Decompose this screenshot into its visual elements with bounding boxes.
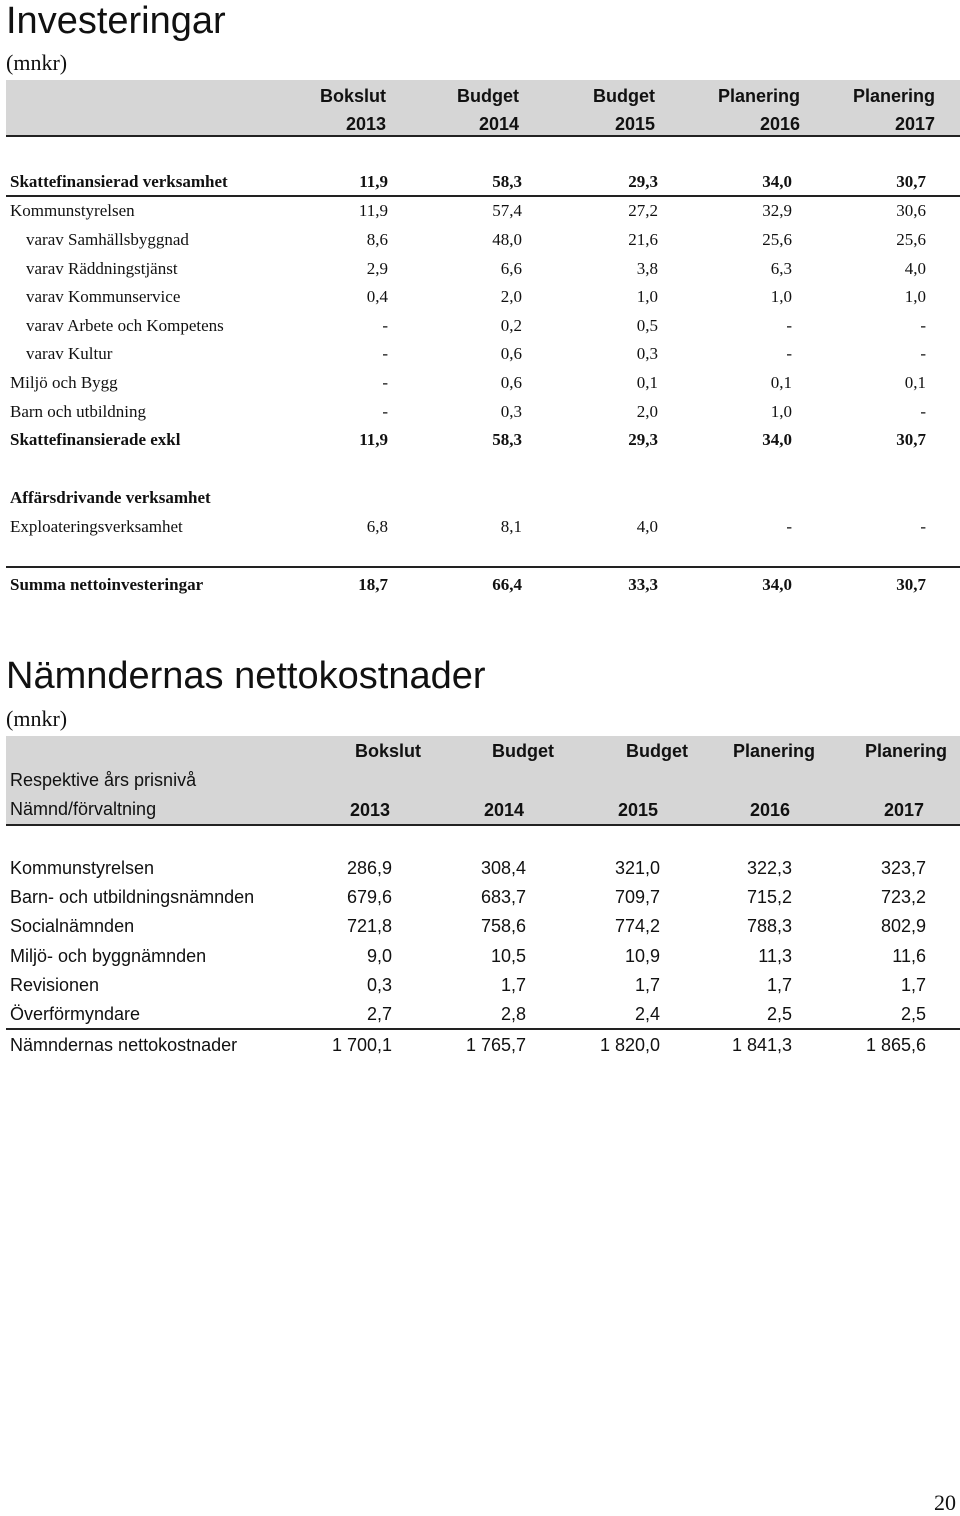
cell-2017: 30,7 [896,172,926,191]
investments-unit: (mnkr) [6,50,68,75]
table-row [6,854,960,883]
investments-header-label-3: Budget [593,86,655,106]
row-label: Miljö och Bygg [10,373,118,392]
cell-2015: 0,3 [636,344,658,363]
cell-2014: 66,4 [492,575,522,594]
row-label: Exploateringsverksamhet [10,517,183,536]
cell-2017: 0,1 [904,373,926,392]
investments-header-label-1: Bokslut [319,86,386,106]
net-costs-header-year-5: 2017 [883,800,924,820]
table-row [6,368,960,397]
cell-2016: 2,5 [766,1004,792,1024]
table-row [6,339,960,368]
row-label: Skattefinansierade exkl [10,430,181,449]
cell-2015: 21,6 [628,230,658,249]
cell-2017: - [920,316,926,335]
cell-2015: 1 820,0 [599,1035,660,1055]
cell-2014: 0,6 [500,373,522,392]
cell-2015: 774,2 [614,916,660,936]
cell-2016: 1,0 [770,287,792,306]
cell-2014: 0,6 [500,344,522,363]
cell-2013: 11,9 [359,430,388,449]
row-label: Kommunstyrelsen [10,858,155,878]
table-row [6,1031,960,1060]
cell-2017: 25,6 [896,230,926,249]
table-row [6,167,960,197]
cell-2017: - [920,344,926,363]
cell-2015: 29,3 [628,430,658,449]
investments-header-label-2: Budget [457,86,519,106]
cell-2013: 0,4 [366,287,388,306]
row-label: varav Arbete och Kompetens [26,316,224,335]
cell-2017: 30,6 [896,201,926,220]
row-label: varav Kommunservice [26,287,181,306]
cell-2014: 758,6 [480,916,526,936]
row-label: Barn och utbildning [10,402,146,421]
net-costs-header-label-3: Budget [626,741,688,761]
investments-header-label-5: Planering [852,86,935,106]
net-costs-header-year-4: 2016 [749,800,790,820]
cell-2015: 2,0 [636,402,658,421]
cell-2014: 683,7 [480,887,526,907]
cell-2016: 1,7 [766,975,792,995]
cell-2014: 1,7 [500,975,526,995]
table-row [6,912,960,941]
cell-2016: - [786,344,792,363]
investments-header-label-4: Planering [717,86,800,106]
table-row [6,311,960,340]
cell-2013: - [382,344,388,363]
cell-2016: 25,6 [762,230,792,249]
table-row [6,1000,960,1030]
table-row [6,942,960,971]
cell-2015: 0,5 [636,316,658,335]
cell-2016: 34,0 [762,575,792,594]
cell-2014: 6,6 [500,259,522,278]
cell-2015: 10,9 [624,946,660,966]
cell-2013: 0,3 [366,975,392,995]
row-label: Summa nettoinvesteringar [10,575,204,594]
cell-2017: - [920,517,926,536]
cell-2015: 27,2 [628,201,658,220]
cell-2015: 709,7 [614,887,660,907]
cell-2013: 18,7 [358,575,388,594]
cell-2014: 1 765,7 [465,1035,526,1055]
cell-2013: 8,6 [366,230,388,249]
cell-2013: 1 700,1 [331,1035,392,1055]
cell-2014: 2,8 [500,1004,526,1024]
cell-2013: 6,8 [366,517,388,536]
cell-2014: 10,5 [490,946,526,966]
cell-2014: 308,4 [480,858,526,878]
cell-2014: 8,1 [500,517,522,536]
cell-2015: 29,3 [628,172,658,191]
investments-title: Investeringar [6,0,226,42]
row-label: Affärsdrivande verksamhet [10,488,211,507]
cell-2016: - [786,316,792,335]
net-costs-header [6,736,960,826]
cell-2016: 0,1 [770,373,792,392]
cell-2013: 2,9 [366,259,388,278]
cell-2013: - [382,316,388,335]
net-costs-header-label-1: Bokslut [354,741,421,761]
table-row [6,883,960,912]
net-costs-row-header: Nämnd/förvaltning [10,799,157,819]
investments-header-year-2: 2014 [478,114,519,134]
cell-2014: 57,4 [492,201,522,220]
cell-2016: 788,3 [746,916,792,936]
cell-2013: 11,9 [359,172,388,191]
cell-2015: 0,1 [636,373,658,392]
cell-2015: 3,8 [636,259,658,278]
row-label: Kommunstyrelsen [10,201,135,220]
row-label: varav Kultur [26,344,113,363]
cell-2017: 802,9 [880,916,926,936]
cell-2013: 9,0 [366,946,392,966]
cell-2017: 1,0 [904,287,926,306]
cell-2015: 33,3 [628,575,658,594]
table-row [6,254,960,283]
cell-2015: 321,0 [614,858,660,878]
net-costs-header-year-2: 2014 [483,800,524,820]
cell-2017: 4,0 [904,259,926,278]
row-label: varav Räddningstjänst [26,259,178,278]
cell-2017: 30,7 [896,575,926,594]
cell-2013: 286,9 [346,858,392,878]
net-costs-header-year-3: 2015 [617,800,658,820]
cell-2014: 2,0 [500,287,522,306]
net-costs-price-note: Respektive års prisnivå [10,770,197,790]
cell-2016: 11,3 [758,946,792,966]
summary-rule [6,566,960,568]
table-row [6,196,960,225]
cell-2016: 34,0 [762,430,792,449]
row-label: Nämndernas nettokostnader [10,1035,238,1055]
cell-2017: 30,7 [896,430,926,449]
cell-2013: 11,9 [358,201,388,220]
cell-2016: 1 841,3 [731,1035,792,1055]
cell-2017: 1,7 [900,975,926,995]
investments-header-year-4: 2016 [759,114,800,134]
table-row [6,225,960,254]
cell-2015: 4,0 [636,517,658,536]
cell-2016: 6,3 [770,259,792,278]
net-costs-header-label-2: Budget [492,741,554,761]
cell-2013: 2,7 [366,1004,392,1024]
cell-2017: 1 865,6 [865,1035,926,1055]
row-label: Socialnämnden [10,916,135,936]
cell-2017: 2,5 [900,1004,926,1024]
table-row [6,397,960,426]
cell-2014: 58,3 [492,430,522,449]
cell-2016: 34,0 [762,172,792,191]
page-number: 20 [934,1490,956,1515]
table-row [6,971,960,1000]
table-row [6,570,960,599]
table-row [6,483,960,512]
cell-2016: 715,2 [746,887,792,907]
investments-header-year-5: 2017 [894,114,935,134]
cell-2017: 11,6 [892,946,926,966]
investments-header [6,80,960,137]
row-label: Barn- och utbildningsnämnden [10,887,255,907]
net-costs-header-label-4: Planering [732,741,815,761]
cell-2016: 32,9 [762,201,792,220]
table-row [6,282,960,311]
row-label: Revisionen [10,975,100,995]
cell-2017: 323,7 [880,858,926,878]
cell-2014: 0,2 [500,316,522,335]
cell-2017: 723,2 [880,887,926,907]
table-row [6,512,960,541]
cell-2014: 0,3 [500,402,522,421]
cell-2013: 721,8 [346,916,392,936]
cell-2015: 1,7 [634,975,660,995]
net-costs-unit: (mnkr) [6,706,68,731]
investments-header-year-1: 2013 [345,114,386,134]
investments-header-year-3: 2015 [614,114,655,134]
table-row [6,425,960,454]
cell-2015: 2,4 [634,1004,660,1024]
cell-2017: - [920,402,926,421]
cell-2016: - [786,517,792,536]
row-label: varav Samhällsbyggnad [26,230,189,249]
net-costs-header-label-5: Planering [864,741,947,761]
cell-2015: 1,0 [636,287,658,306]
net-costs-header-year-1: 2013 [349,800,390,820]
cell-2013: 679,6 [346,887,392,907]
row-label: Miljö- och byggnämnden [10,946,207,966]
cell-2014: 58,3 [492,172,522,191]
cell-2014: 48,0 [492,230,522,249]
net-costs-title: Nämndernas nettokostnader [6,655,486,697]
row-label: Överförmyndare [10,1004,141,1024]
cell-2016: 322,3 [746,858,792,878]
cell-2013: - [382,373,388,392]
row-label: Skattefinansierad verksamhet [10,172,228,191]
cell-2013: - [382,402,388,421]
cell-2016: 1,0 [770,402,792,421]
